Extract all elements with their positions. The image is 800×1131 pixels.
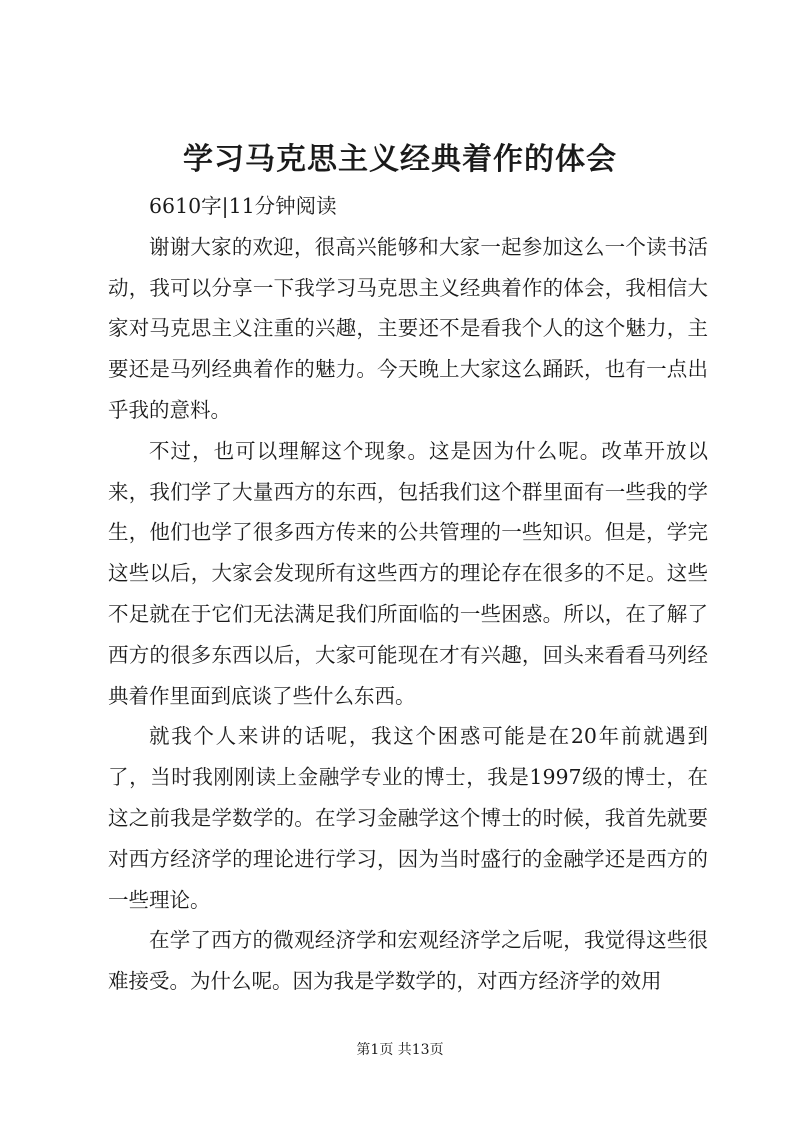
document-body <box>108 186 708 1002</box>
paragraph: 在学了西方的微观经济学和宏观经济学之后呢，我觉得这些很难接受。为什么呢。因为我是学数学的，对西方经济学的效用 <box>108 928 708 994</box>
paragraph: 谢谢大家的欢迎，很高兴能够和大家一起参加这么一个读书活动，我可以分享一下我学习马克思主义经典着作的体会，我相信大家对马克思主义注重的兴趣，主要还不是看我个人的这个魅力，主要还是马列经典着作的魅力。今天晚上大家这么踊跃，也有一点出乎我的意料。 <box>108 234 708 422</box>
meta-line: 6610字|11分钟阅读 <box>149 194 337 218</box>
page-footer: 第1页 共13页 <box>356 1042 444 1058</box>
document-title: 学习马克思主义经典着作的体会 <box>183 142 617 177</box>
paragraph: 不过，也可以理解这个现象。这是因为什么呢。改革开放以来，我们学了大量西方的东西，包括我们这个群里面有一些我的学生，他们也学了很多西方传来的公共管理的一些知识。但是，学完这些以后，大家会发现所有这些西方的理论存在很多的不足。这些不足就在于它们无法满足我们所面临的一些困惑。所以，在了解了西方的很多东西以后，大家可能现在才有兴趣，回头来看看马列经典着作里面到底谈了些什么东西。 <box>108 438 708 708</box>
paragraph: 就我个人来讲的话呢，我这个困惑可能是在20年前就遇到了，当时我刚刚读上金融学专业的博士，我是1997级的博士，在这之前我是学数学的。在学习金融学这个博士的时候，我首先就要对西方经济学的理论进行学习，因为当时盛行的金融学还是西方的一些理论。 <box>108 724 708 912</box>
